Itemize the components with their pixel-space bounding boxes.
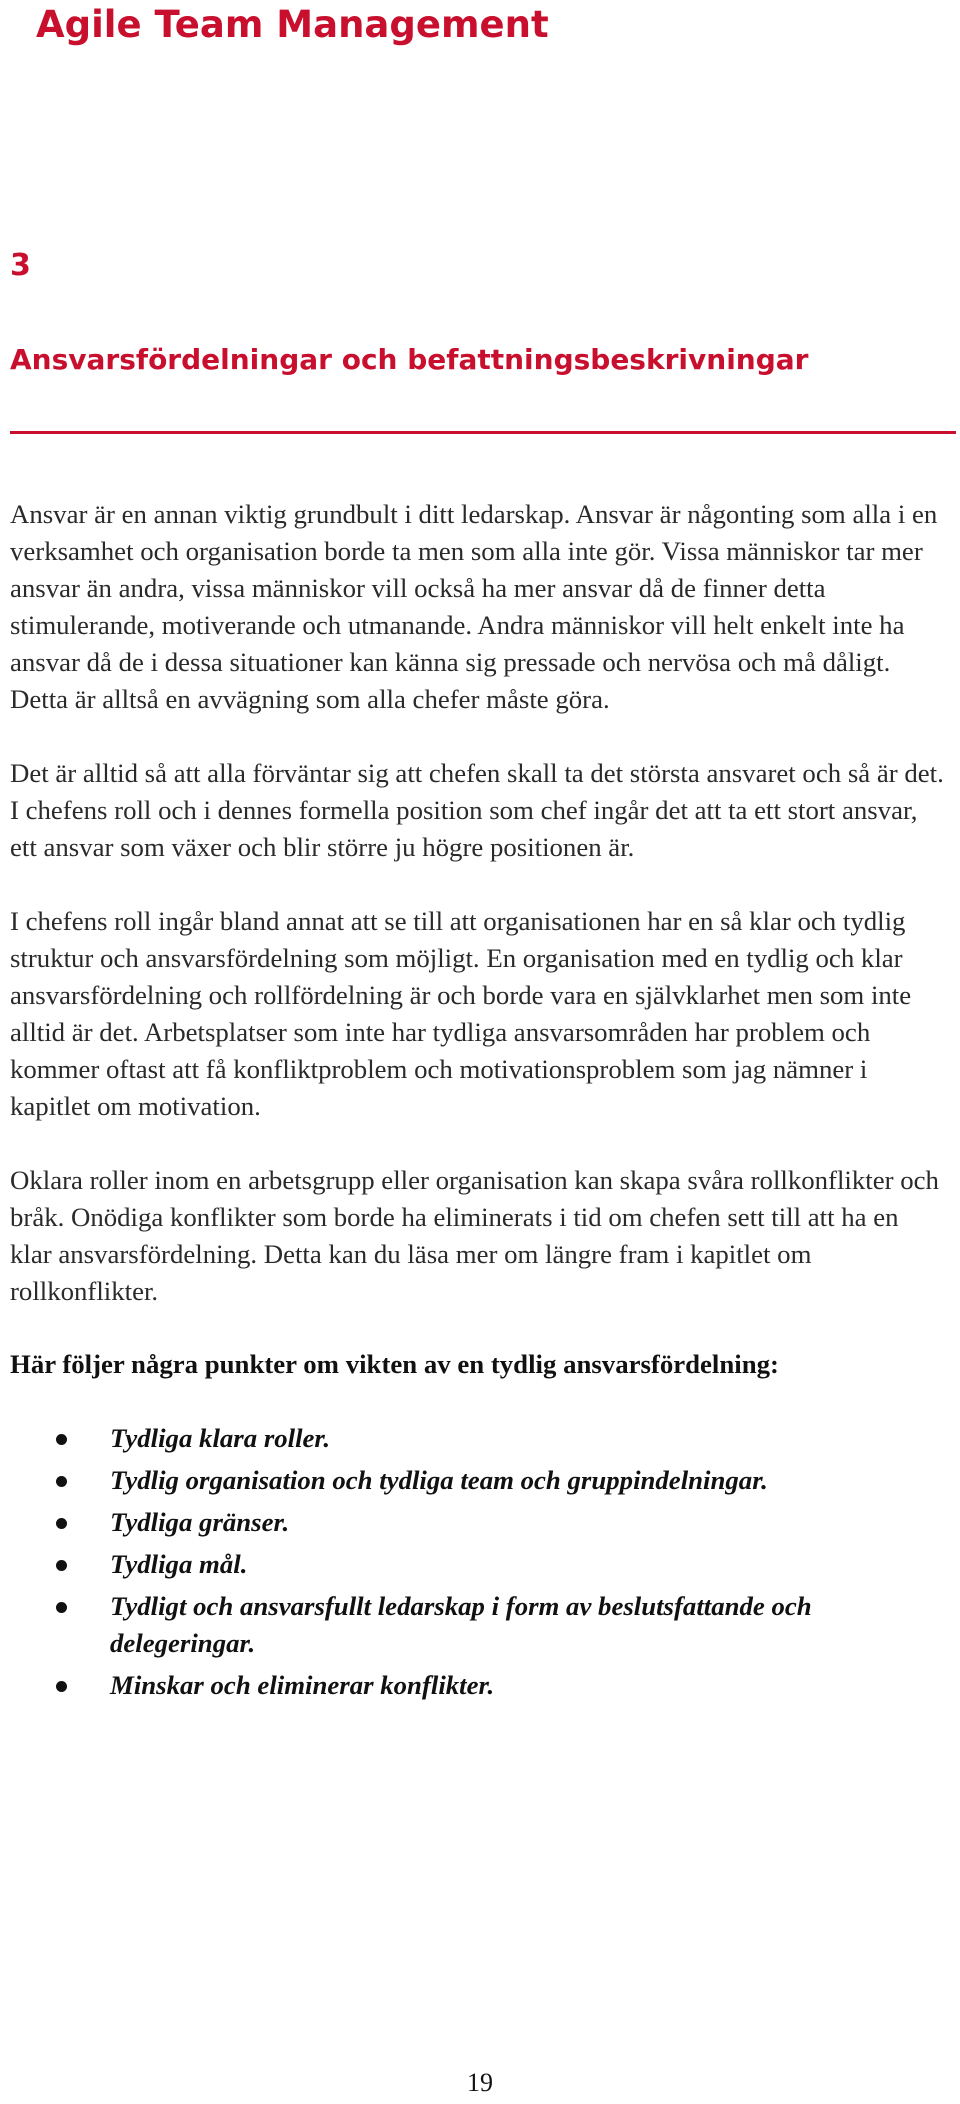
paragraph: Ansvar är en annan viktig grundbult i ditt ledarskap. Ansvar är någonting som alla i en verksamhet och organisation borde ta men som alla inte gör. Vissa människor tar mer ansvar än andra, vissa människor vill också ha mer ansvar då de finner detta stimulerande, motiverande och utmanande. Andra människor vill helt enkelt inte ha ansvar då de i dessa situationer kan känna sig pressade och nervösa och må dåligt. Detta är alltså en avvägning som alla chefer måste göra. (10, 499, 938, 714)
chapter-title-rule (10, 431, 956, 434)
bullet-icon (56, 1681, 67, 1692)
list-item-text: Tydliga mål. (110, 1549, 248, 1579)
body-text (10, 496, 946, 1709)
list-item (10, 1667, 946, 1704)
document-header: Agile Team Management (36, 3, 549, 46)
bullet-icon (56, 1476, 67, 1487)
list-item-text: Minskar och eliminerar konflikter. (110, 1670, 495, 1700)
bullet-icon (56, 1602, 67, 1613)
list-item-text: Tydliga klara roller. (110, 1423, 331, 1453)
paragraph: I chefens roll ingår bland annat att se till att organisationen har en så klar och tydlig struktur och ansvarsfördelning som möjligt. En organisation med en tydlig och klar ansvarsfördelning och rollfördelning är och borde vara en självklarhet men som inte alltid är det. Arbetsplatser som inte har tydliga ansvarsområden har problem och kommer oftast att få konfliktproblem och motivationsproblem som jag nämner i kapitlet om motivation. (10, 906, 912, 1121)
page-number: 19 (467, 2068, 493, 2097)
paragraph: Oklara roller inom en arbetsgrupp eller organisation kan skapa svåra rollkonflikter och bråk. Onödiga konflikter som borde ha eliminerats i tid om chefen sett till att ha en klar ansvarsfördelning. Detta kan du läsa mer om längre fram i kapitlet om rollkonflikter. (10, 1165, 939, 1306)
list-item (10, 1462, 946, 1499)
chapter-title: Ansvarsfördelningar och befattningsbeskrivningar (10, 343, 809, 376)
bullet-icon (56, 1434, 67, 1445)
key-points-list (10, 1420, 946, 1704)
bullet-icon (56, 1518, 67, 1529)
bullet-icon (56, 1560, 67, 1571)
list-item (10, 1504, 946, 1541)
list-item (10, 1546, 946, 1583)
list-item (10, 1588, 946, 1662)
list-item-text: Tydligt och ansvarsfullt ledarskap i form av beslutsfattande och delegeringar. (110, 1591, 812, 1658)
chapter-number: 3 (10, 248, 31, 283)
list-item-text: Tydliga gränser. (110, 1507, 290, 1537)
list-item (10, 1420, 946, 1457)
list-heading: Här följer några punkter om vikten av en tydlig ansvarsfördelning: (10, 1349, 779, 1379)
paragraph: Det är alltid så att alla förväntar sig att chefen skall ta det största ansvaret och så är det. I chefens roll och i dennes formella position som chef ingår det att ta ett stort ansvar, ett ansvar som växer och blir större ju högre positionen är. (10, 758, 944, 862)
list-item-text: Tydlig organisation och tydliga team och gruppindelningar. (110, 1465, 768, 1495)
